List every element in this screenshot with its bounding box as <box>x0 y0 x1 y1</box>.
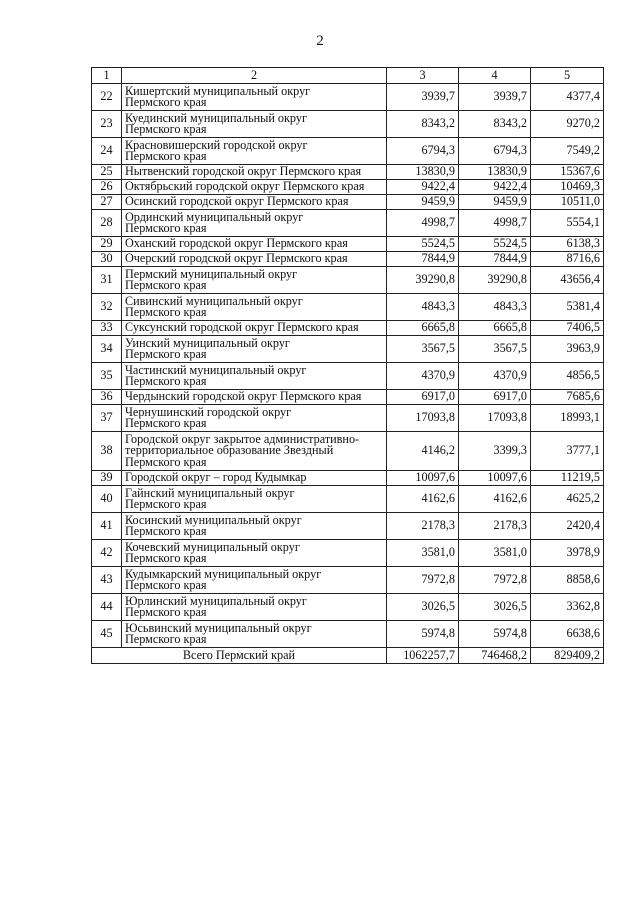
table-row <box>92 432 604 471</box>
row-number: 22 <box>92 84 122 111</box>
row-number: 37 <box>92 405 122 432</box>
total-value-v3: 1062257,7 <box>387 648 459 664</box>
value-col-3: 7972,8 <box>387 567 459 594</box>
row-number: 24 <box>92 138 122 165</box>
value-col-3: 8343,2 <box>387 111 459 138</box>
municipality-name: Очерский городской округ Пермского края <box>122 252 387 267</box>
table-row <box>92 405 604 432</box>
value-col-5: 2420,4 <box>531 513 604 540</box>
column-header: 3 <box>387 68 459 84</box>
table-row <box>92 390 604 405</box>
value-col-4: 3026,5 <box>459 594 531 621</box>
row-number: 27 <box>92 195 122 210</box>
row-number: 34 <box>92 336 122 363</box>
value-col-4: 5974,8 <box>459 621 531 648</box>
value-col-5: 9270,2 <box>531 111 604 138</box>
value-col-4: 17093,8 <box>459 405 531 432</box>
total-label: Всего Пермский край <box>92 648 387 664</box>
value-col-5: 4856,5 <box>531 363 604 390</box>
table-row <box>92 513 604 540</box>
row-number: 29 <box>92 237 122 252</box>
table-row <box>92 567 604 594</box>
row-number: 44 <box>92 594 122 621</box>
value-col-5: 7406,5 <box>531 321 604 336</box>
value-col-4: 3399,3 <box>459 432 531 471</box>
row-number: 33 <box>92 321 122 336</box>
value-col-3: 4162,6 <box>387 486 459 513</box>
table-row <box>92 321 604 336</box>
municipality-name: Суксунский городской округ Пермского края <box>122 321 387 336</box>
total-value-v5: 829409,2 <box>531 648 604 664</box>
municipality-name: Городской округ закрытое административно- территориальное образование Звездный Пермского края <box>122 432 387 471</box>
municipality-name: Кишертский муниципальный округ Пермского края <box>122 84 387 111</box>
municipality-name: Уинский муниципальный округ Пермского края <box>122 336 387 363</box>
value-col-4: 3567,5 <box>459 336 531 363</box>
value-col-5: 4625,2 <box>531 486 604 513</box>
value-col-4: 6665,8 <box>459 321 531 336</box>
value-col-4: 9422,4 <box>459 180 531 195</box>
table-row <box>92 252 604 267</box>
value-col-3: 9422,4 <box>387 180 459 195</box>
value-col-5: 8716,6 <box>531 252 604 267</box>
value-col-4: 6794,3 <box>459 138 531 165</box>
value-col-3: 7844,9 <box>387 252 459 267</box>
municipality-name: Косинский муниципальный округ Пермского края <box>122 513 387 540</box>
row-number: 26 <box>92 180 122 195</box>
table-row <box>92 210 604 237</box>
row-number: 36 <box>92 390 122 405</box>
table-row <box>92 138 604 165</box>
table-header-row <box>92 68 604 84</box>
municipality-name: Пермский муниципальный округ Пермского края <box>122 267 387 294</box>
table-row <box>92 486 604 513</box>
row-number: 39 <box>92 471 122 486</box>
value-col-5: 18993,1 <box>531 405 604 432</box>
value-col-5: 6138,3 <box>531 237 604 252</box>
municipality-name: Оханский городской округ Пермского края <box>122 237 387 252</box>
value-col-5: 3777,1 <box>531 432 604 471</box>
municipality-name: Нытвенский городской округ Пермского края <box>122 165 387 180</box>
value-col-3: 5524,5 <box>387 237 459 252</box>
table-row <box>92 165 604 180</box>
value-col-5: 6638,6 <box>531 621 604 648</box>
value-col-3: 13830,9 <box>387 165 459 180</box>
value-col-5: 15367,6 <box>531 165 604 180</box>
total-value-v4: 746468,2 <box>459 648 531 664</box>
value-col-3: 4998,7 <box>387 210 459 237</box>
value-col-4: 4162,6 <box>459 486 531 513</box>
row-number: 23 <box>92 111 122 138</box>
value-col-5: 10469,3 <box>531 180 604 195</box>
value-col-3: 9459,9 <box>387 195 459 210</box>
value-col-4: 13830,9 <box>459 165 531 180</box>
value-col-3: 6917,0 <box>387 390 459 405</box>
municipality-name: Кочевский муниципальный округ Пермского края <box>122 540 387 567</box>
value-col-4: 3581,0 <box>459 540 531 567</box>
municipality-name: Октябрьский городской округ Пермского края <box>122 180 387 195</box>
municipality-name: Городской округ – город Кудымкар <box>122 471 387 486</box>
table-row <box>92 294 604 321</box>
value-col-5: 3963,9 <box>531 336 604 363</box>
table-row <box>92 363 604 390</box>
value-col-3: 3939,7 <box>387 84 459 111</box>
row-number: 35 <box>92 363 122 390</box>
row-number: 45 <box>92 621 122 648</box>
value-col-4: 4370,9 <box>459 363 531 390</box>
row-number: 38 <box>92 432 122 471</box>
table-row <box>92 471 604 486</box>
table-row <box>92 180 604 195</box>
value-col-5: 7685,6 <box>531 390 604 405</box>
value-col-3: 4370,9 <box>387 363 459 390</box>
value-col-5: 10511,0 <box>531 195 604 210</box>
row-number: 31 <box>92 267 122 294</box>
column-header: 4 <box>459 68 531 84</box>
row-number: 30 <box>92 252 122 267</box>
value-col-4: 4843,3 <box>459 294 531 321</box>
row-number: 28 <box>92 210 122 237</box>
municipality-name: Кудымкарский муниципальный округ Пермского края <box>122 567 387 594</box>
column-header: 2 <box>122 68 387 84</box>
value-col-5: 8858,6 <box>531 567 604 594</box>
row-number: 32 <box>92 294 122 321</box>
value-col-4: 5524,5 <box>459 237 531 252</box>
value-col-3: 17093,8 <box>387 405 459 432</box>
value-col-3: 2178,3 <box>387 513 459 540</box>
table-row <box>92 237 604 252</box>
value-col-5: 3978,9 <box>531 540 604 567</box>
municipality-name: Красновишерский городской округ Пермского края <box>122 138 387 165</box>
value-col-3: 6665,8 <box>387 321 459 336</box>
value-col-3: 3026,5 <box>387 594 459 621</box>
table-row <box>92 84 604 111</box>
total-row <box>92 648 604 664</box>
value-col-4: 8343,2 <box>459 111 531 138</box>
value-col-4: 2178,3 <box>459 513 531 540</box>
value-col-3: 39290,8 <box>387 267 459 294</box>
column-header: 5 <box>531 68 604 84</box>
row-number: 41 <box>92 513 122 540</box>
value-col-3: 3567,5 <box>387 336 459 363</box>
municipality-name: Сивинский муниципальный округ Пермского края <box>122 294 387 321</box>
value-col-3: 3581,0 <box>387 540 459 567</box>
value-col-3: 5974,8 <box>387 621 459 648</box>
column-header: 1 <box>92 68 122 84</box>
row-number: 43 <box>92 567 122 594</box>
value-col-3: 10097,6 <box>387 471 459 486</box>
value-col-4: 7972,8 <box>459 567 531 594</box>
value-col-4: 7844,9 <box>459 252 531 267</box>
value-col-5: 7549,2 <box>531 138 604 165</box>
municipality-name: Осинский городской округ Пермского края <box>122 195 387 210</box>
table-row <box>92 621 604 648</box>
municipality-name: Чернушинский городской округ Пермского края <box>122 405 387 432</box>
value-col-5: 43656,4 <box>531 267 604 294</box>
table-row <box>92 540 604 567</box>
municipality-name: Частинский муниципальный округ Пермского края <box>122 363 387 390</box>
value-col-4: 6917,0 <box>459 390 531 405</box>
page-number: 2 <box>316 33 324 49</box>
row-number: 42 <box>92 540 122 567</box>
value-col-4: 9459,9 <box>459 195 531 210</box>
value-col-5: 11219,5 <box>531 471 604 486</box>
table-row <box>92 594 604 621</box>
value-col-4: 3939,7 <box>459 84 531 111</box>
value-col-4: 4998,7 <box>459 210 531 237</box>
table-body <box>92 68 604 664</box>
budget-table <box>91 67 604 664</box>
table-row <box>92 267 604 294</box>
value-col-3: 4146,2 <box>387 432 459 471</box>
value-col-4: 10097,6 <box>459 471 531 486</box>
table-row <box>92 336 604 363</box>
municipality-name: Чердынский городской округ Пермского края <box>122 390 387 405</box>
value-col-5: 5554,1 <box>531 210 604 237</box>
table-row <box>92 195 604 210</box>
value-col-5: 5381,4 <box>531 294 604 321</box>
value-col-3: 6794,3 <box>387 138 459 165</box>
value-col-5: 3362,8 <box>531 594 604 621</box>
municipality-name: Юрлинский муниципальный округ Пермского края <box>122 594 387 621</box>
municipality-name: Юсьвинский муниципальный округ Пермского края <box>122 621 387 648</box>
municipality-name: Гайнский муниципальный округ Пермского края <box>122 486 387 513</box>
municipality-name: Ординский муниципальный округ Пермского края <box>122 210 387 237</box>
value-col-5: 4377,4 <box>531 84 604 111</box>
row-number: 40 <box>92 486 122 513</box>
row-number: 25 <box>92 165 122 180</box>
municipality-name: Куединский муниципальный округ Пермского края <box>122 111 387 138</box>
table-row <box>92 111 604 138</box>
value-col-4: 39290,8 <box>459 267 531 294</box>
value-col-3: 4843,3 <box>387 294 459 321</box>
